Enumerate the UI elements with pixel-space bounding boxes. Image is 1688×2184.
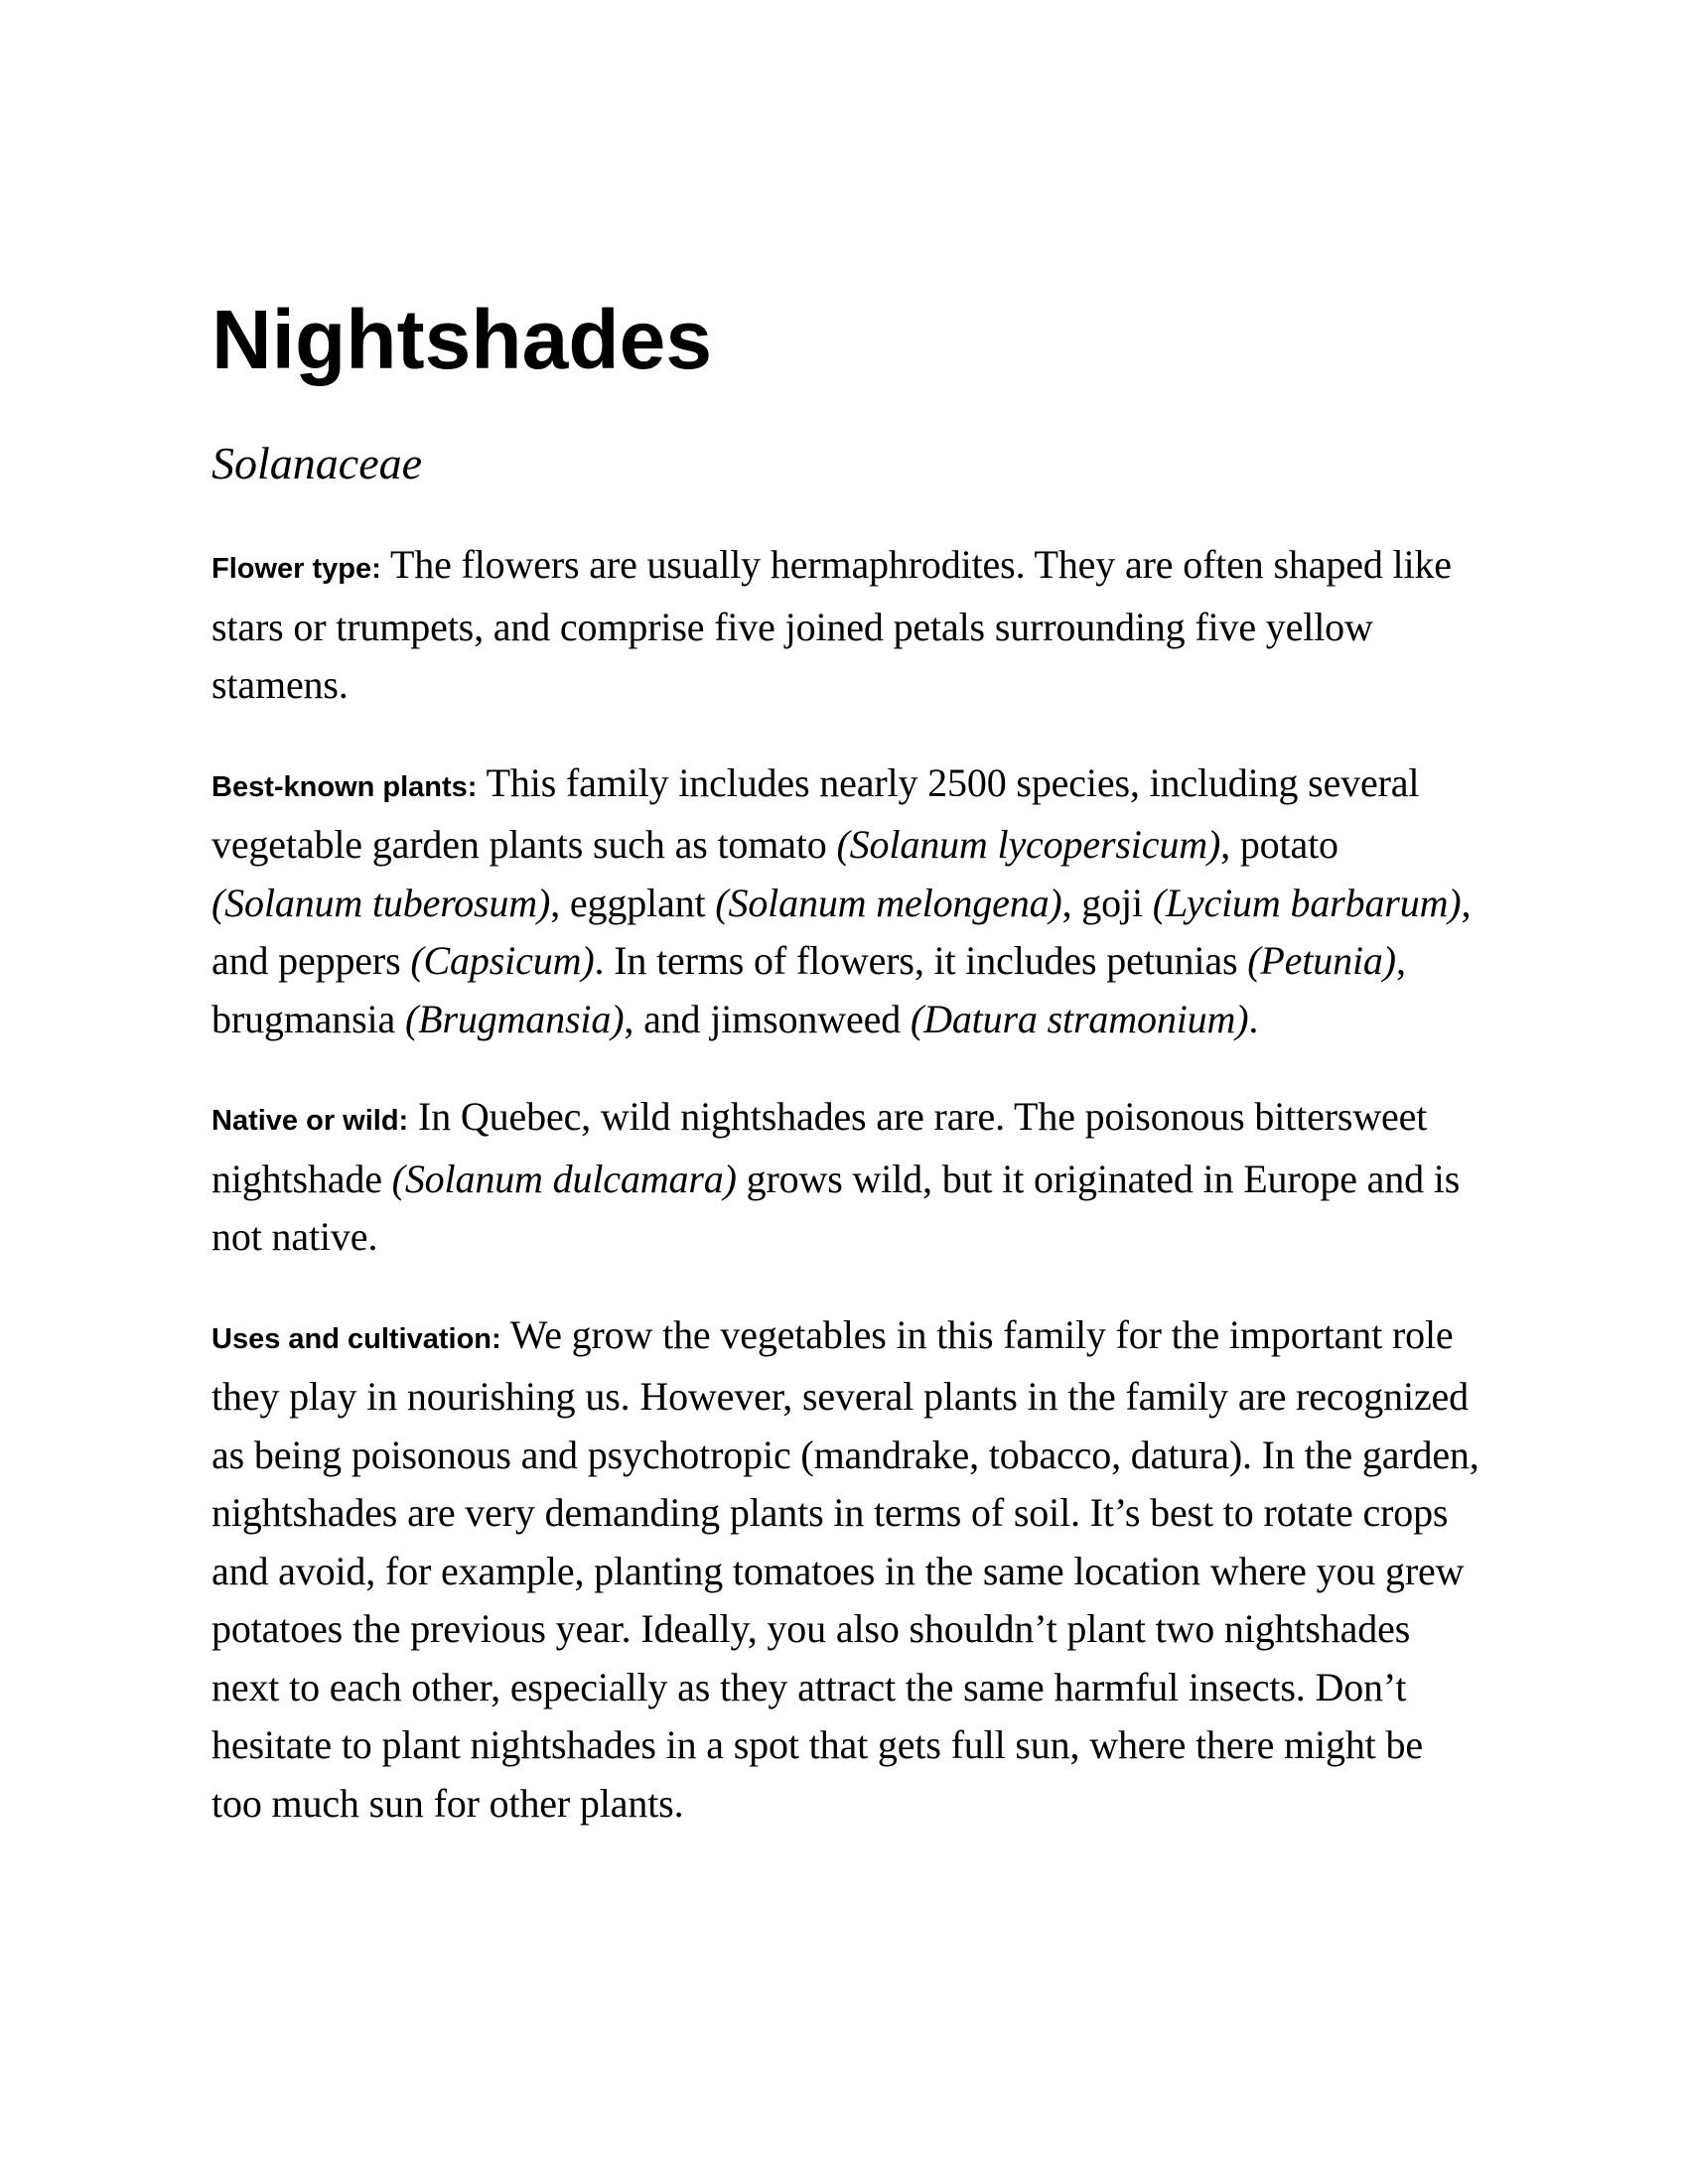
uses-section — [211, 1306, 1482, 1834]
best-known-section — [211, 754, 1482, 1049]
scientific-name: (Petunia) — [1247, 938, 1396, 983]
best-known-text: , eggplant — [550, 880, 716, 925]
flower-type-text: The flowers are usually hermaphrodites. They are often shaped like stars or trumpets, and comprise five joined petals surrounding five yellow stamens. — [211, 542, 1452, 707]
scientific-name: (Brugmansia) — [404, 996, 625, 1041]
document-page — [211, 293, 1482, 1833]
flower-type-label: Flower type: — [211, 553, 381, 585]
scientific-name: (Solanum melongena) — [715, 880, 1062, 925]
family-name: Solanaceae — [211, 438, 423, 488]
scientific-name: (Lycium barbarum) — [1152, 880, 1462, 925]
best-known-text: This family includes nearly 2500 species, including several vegetable garden plants such as tomato — [211, 759, 1420, 867]
uses-text: We grow the vegetables in this family for the important role they play in nourishing us. However, several plants in the family are recognized as being poisonous and psychotropic (mandrake, tobacco, datura). In the garden, nightshades are very demanding plants in terms of soil. It’s best to rotate crops and avoid, for example, planting tomatoes in the same location where you grew potatoes the previous year. Ideally, you also shouldn’t plant two nightshades next to each other, especially as they attract the same harmful insects. Don’t hesitate to plant nightshades in a spot that gets full sun, where there might be too much sun for other plants. — [211, 1311, 1479, 1826]
scientific-name: (Solanum lycopersicum) — [836, 822, 1221, 867]
best-known-label: Best-known plants: — [211, 770, 478, 803]
native-section — [211, 1088, 1482, 1267]
native-label: Native or wild: — [211, 1105, 409, 1137]
best-known-text: . In terms of flowers, it includes petunias — [594, 938, 1248, 983]
best-known-text: , and peppers — [211, 880, 1472, 983]
scientific-name: (Datura stramonium) — [910, 996, 1249, 1041]
scientific-name: (Capsicum) — [410, 938, 595, 983]
scientific-name: (Solanum tuberosum) — [211, 880, 551, 925]
uses-label: Uses and cultivation: — [211, 1322, 501, 1355]
best-known-text: . — [1248, 996, 1259, 1041]
native-text: In Quebec, wild nightshades are rare. The poisonous bittersweet nightshade — [211, 1094, 1428, 1201]
scientific-name: (Solanum dulcamara) — [391, 1156, 737, 1201]
best-known-text: , brugmansia — [211, 938, 1406, 1041]
best-known-text: , and jimsonweed — [624, 996, 911, 1041]
flower-type-section — [211, 536, 1482, 715]
page-title: Nightshades — [211, 293, 713, 386]
native-text: grows wild, but it originated in Europe and is not native. — [211, 1156, 1461, 1259]
best-known-text: , goji — [1061, 880, 1153, 925]
best-known-text: , potato — [1220, 822, 1338, 867]
